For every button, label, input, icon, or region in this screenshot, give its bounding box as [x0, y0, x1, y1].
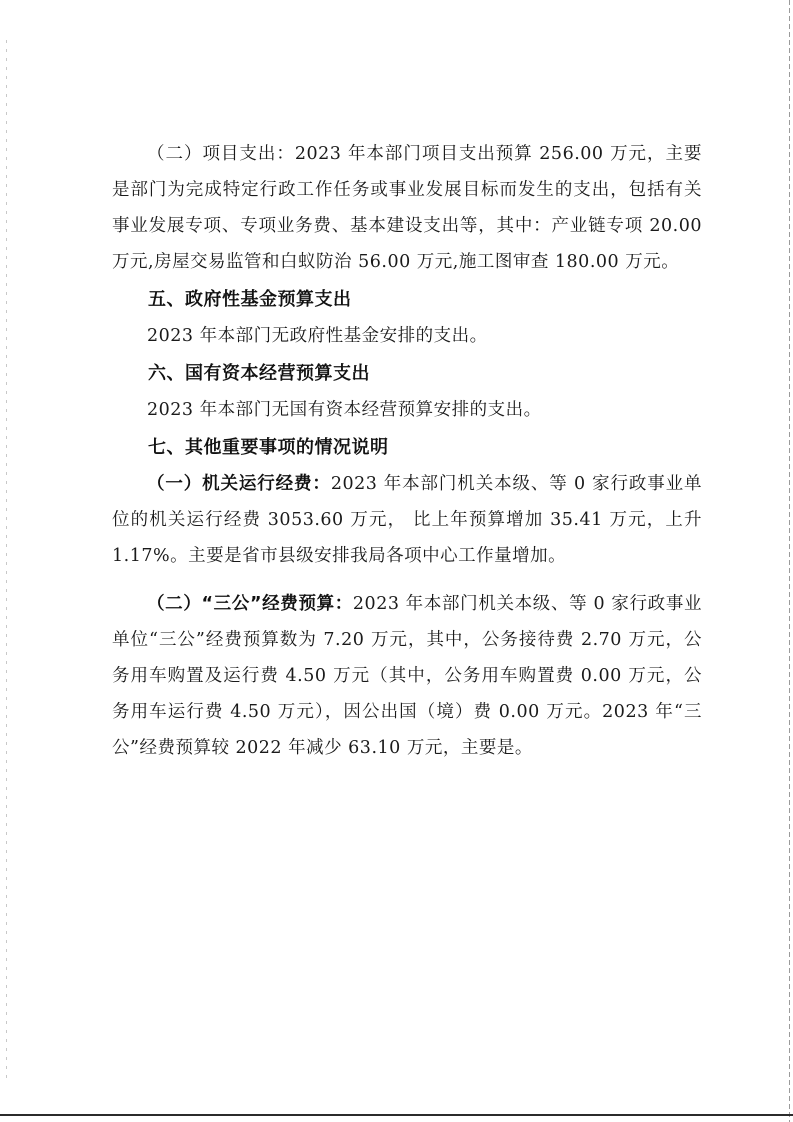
- heading-other-matters: 七、其他重要事项的情况说明: [148, 437, 389, 458]
- operating-cost-label: （一）机关运行经费：: [147, 474, 331, 494]
- project-expense-label: （二）项目支出：: [147, 144, 295, 164]
- state-capital-paragraph: 2023 年本部门无国有资本经营预算安排的支出。: [147, 400, 542, 420]
- operating-cost-paragraph: [112, 466, 702, 574]
- three-public-text: 2023 年本部门机关本级、等 0 家行政事业单位“三公”经费预算数为 7.20 万元，其中，公务接待费 2.70 万元，公务用车购置及运行费 4.50 万元（其中，公务用车购置费 0.00 万元，公务用车运行费 4.50 万元），因公出国（境）费 0.00 万元。2023 年“三公”经费预算较 2022 年减少 63.10 万元，主要是。: [112, 594, 702, 758]
- project-expense-text: 2023 年本部门项目支出预算 256.00 万元，主要是部门为完成特定行政工作任务或事业发展目标而发生的支出，包括有关事业发展专项、专项业务费、基本建设支出等，其中：产业链专项 20.00 万元,房屋交易监管和白蚁防治 56.00 万元,施工图审查 180.00 万元。: [112, 144, 702, 272]
- scan-bottom-line: [0, 1114, 793, 1116]
- three-public-label: （二）“三公”经费预算：: [147, 594, 353, 614]
- government-fund-paragraph: 2023 年本部门无政府性基金安排的支出。: [147, 326, 488, 346]
- heading-government-fund: 五、政府性基金预算支出: [148, 289, 352, 310]
- heading-state-capital: 六、国有资本经营预算支出: [148, 363, 370, 384]
- operating-cost-text: 2023 年本部门机关本级、等 0 家行政事业单位的机关运行经费 3053.60 万元， 比上年预算增加 35.41 万元，上升 1.17%。主要是省市县级安排我局各项中心工作量增加。: [112, 474, 703, 566]
- three-public-paragraph: [112, 586, 702, 766]
- scan-edge-right: [789, 0, 790, 1122]
- document-body: [112, 136, 702, 766]
- project-expense-paragraph: [112, 136, 702, 280]
- scan-edge-left: [6, 40, 7, 1080]
